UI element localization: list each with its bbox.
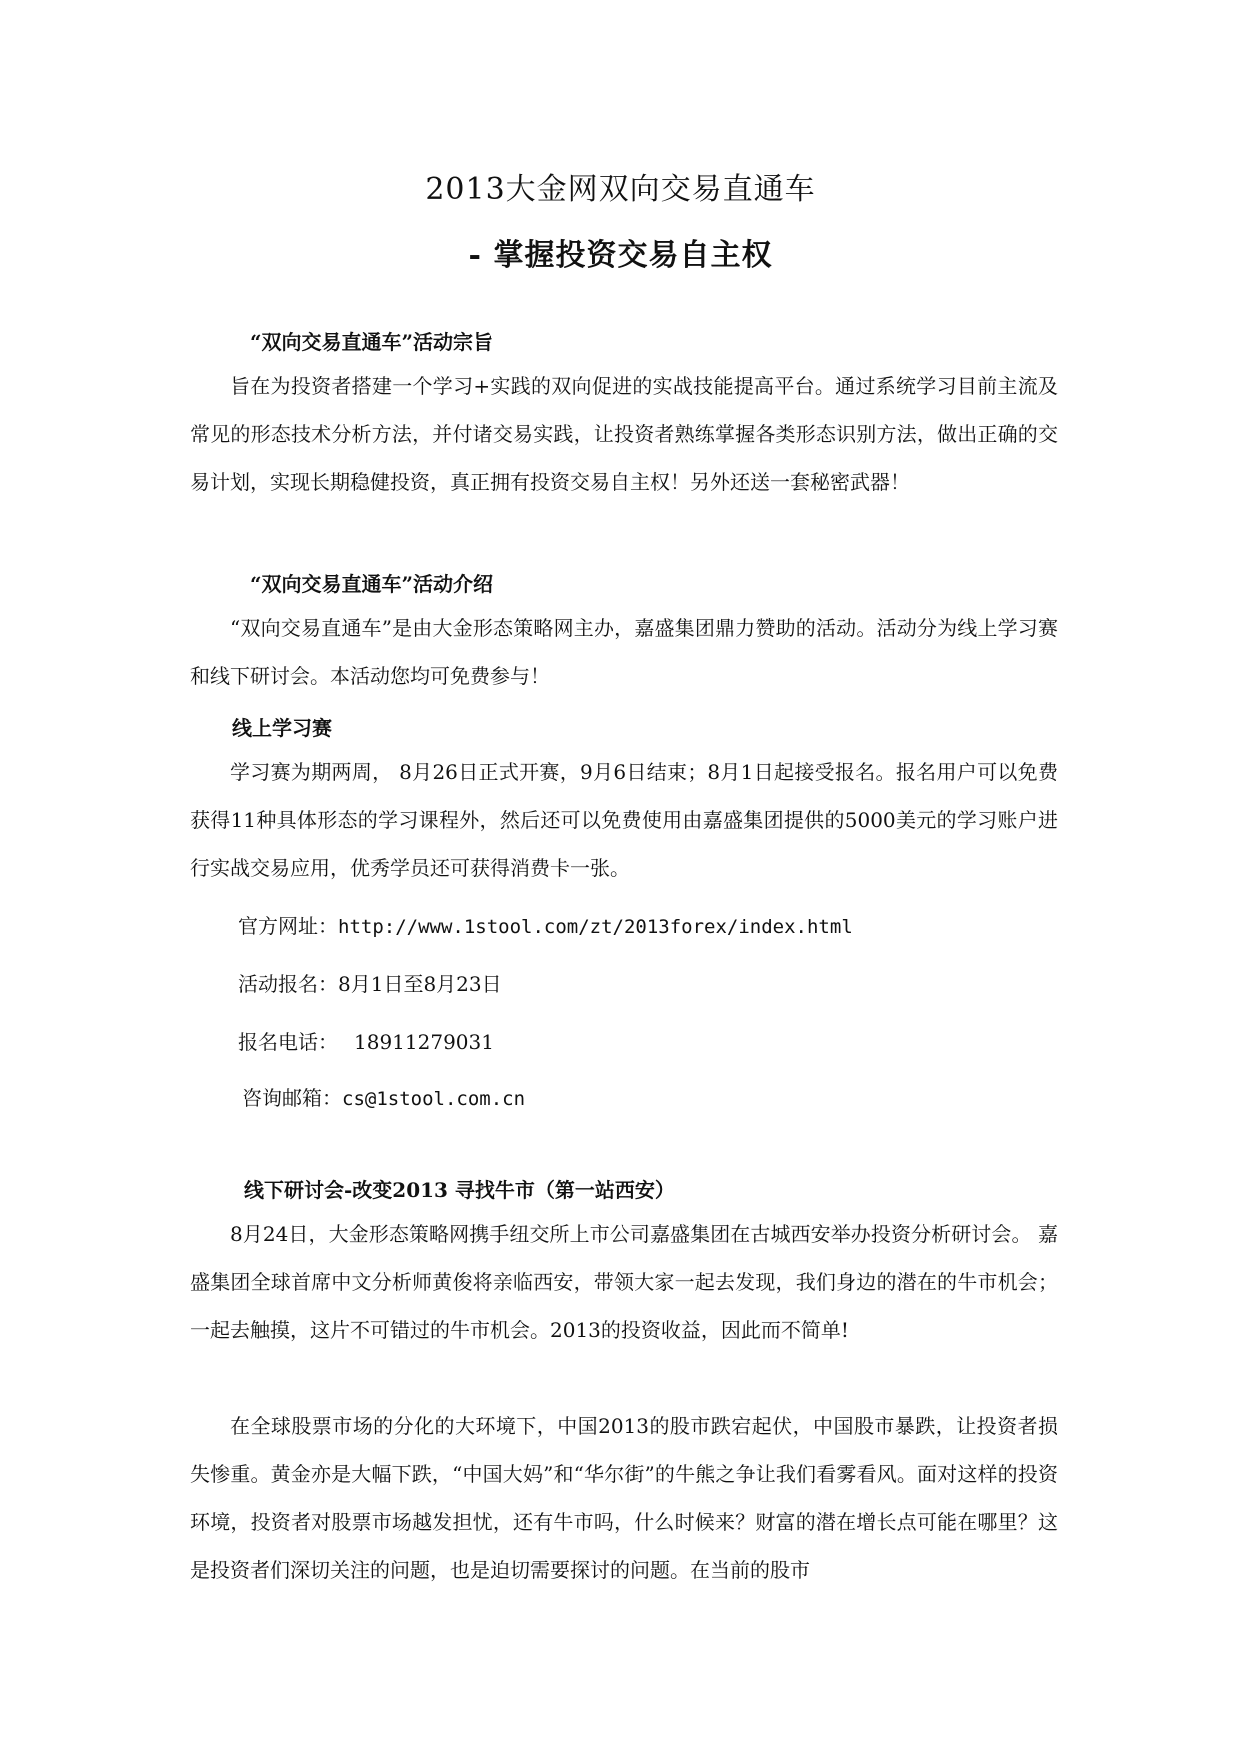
email-label: 咨询邮箱：: [242, 1086, 342, 1110]
section-heading-purpose: “双向交易直通车”活动宗旨: [250, 330, 494, 354]
website-row: [238, 910, 853, 939]
paragraph-intro: “双向交易直通车”是由大金形态策略网主办，嘉盛集团鼎力赞助的活动。活动分为线上学习赛和线下研讨会。本活动您均可免费参与！: [190, 616, 1058, 688]
signup-row: [238, 968, 502, 997]
paragraph-offline-2: 在全球股票市场的分化的大环境下，中国2013的股市跌宕起伏，中国股市暴跌，让投资者损失惨重。黄金亦是大幅下跌，“中国大妈”和“华尔街”的牛熊之争让我们看雾看风。面对这样的投资环境，投资者对股票市场越发担忧，还有牛市吗，什么时候来？财富的潜在增长点可能在哪里？这是投资者们深切关注的问题，也是迫切需要探讨的问题。在当前的股市: [190, 1414, 1058, 1582]
section-heading-online: 线上学习赛: [232, 716, 332, 740]
email-row: [242, 1082, 525, 1111]
phone-number: 18911279031: [354, 1030, 494, 1054]
paragraph-purpose: 旨在为投资者搭建一个学习+实践的双向促进的实战技能提高平台。通过系统学习目前主流及常见的形态技术分析方法，并付诸交易实践，让投资者熟练掌握各类形态识别方法，做出正确的交易计划，实现长期稳健投资，真正拥有投资交易自主权！另外还送一套秘密武器！: [190, 374, 1058, 494]
email-address[interactable]: cs@1stool.com.cn: [342, 1088, 526, 1110]
signup-label: 活动报名：: [238, 972, 338, 996]
paragraph-offline-1: 8月24日，大金形态策略网携手纽交所上市公司嘉盛集团在古城西安举办投资分析研讨会。 嘉盛集团全球首席中文分析师黄俊将亲临西安，带领大家一起去发现，我们身边的潜在的牛市机会；一起去触摸，这片不可错过的牛市机会。2013的投资收益，因此而不简单!: [190, 1222, 1058, 1342]
section-heading-offline: 线下研讨会-改变2013 寻找牛市（第一站西安）: [244, 1178, 675, 1202]
website-label: 官方网址：: [238, 914, 338, 938]
paragraph-online: 学习赛为期两周， 8月26日正式开赛，9月6日结束；8月1日起接受报名。报名用户可以免费获得11种具体形态的学习课程外，然后还可以免费使用由嘉盛集团提供的5000美元的学习账户进行实战交易应用，优秀学员还可获得消费卡一张。: [190, 760, 1058, 880]
website-link[interactable]: http://www.1stool.com/zt/2013forex/index.html: [338, 916, 853, 938]
document-title: 2013大金网双向交易直通车: [425, 172, 816, 207]
phone-row: [238, 1026, 494, 1055]
phone-label: 报名电话：: [238, 1030, 338, 1054]
document-subtitle: - 掌握投资交易自主权: [468, 238, 773, 273]
signup-dates: 8月1日至8月23日: [338, 972, 502, 996]
section-heading-intro: “双向交易直通车”活动介绍: [250, 572, 494, 596]
